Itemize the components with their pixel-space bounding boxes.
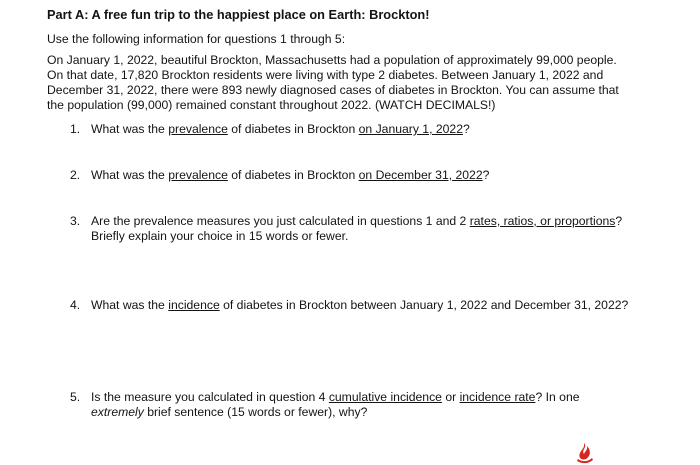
question-3 — [70, 214, 622, 228]
underlined-term: incidence — [168, 298, 220, 312]
question-text: ? — [615, 214, 623, 228]
question-3-line-2: Briefly explain your choice in 15 words or fewer. — [91, 229, 349, 243]
underlined-term: rates, ratios, or proportions — [469, 214, 616, 228]
underlined-term: on December 31, 2022 — [358, 168, 483, 182]
question-text: or — [441, 390, 460, 404]
question-text: of diabetes in Brockton — [227, 168, 359, 182]
paragraph-line-3: December 31, 2022, there were 893 newly diagnosed cases of diabetes in Brockton. You can assume that — [47, 83, 619, 97]
question-text: Are the prevalence measures you just calculated in questions 1 and 2 — [91, 214, 470, 228]
question-text: What was the — [91, 122, 169, 136]
question-1 — [70, 122, 470, 136]
paragraph-line-2: On that date, 17,820 Brockton residents were living with type 2 diabetes. Between January 1, 2022 and — [47, 68, 604, 82]
paragraph-line-4: the population (99,000) remained constant throughout 2022. (WATCH DECIMALS!) — [47, 98, 496, 112]
question-text: ? In one — [535, 390, 580, 404]
question-text: brief sentence (15 words or fewer), why? — [143, 405, 368, 419]
red-flame-logo-icon — [575, 442, 595, 464]
question-number: 4. — [70, 298, 81, 312]
instructions-line: Use the following information for questions 1 through 5: — [47, 32, 346, 46]
question-number: 3. — [70, 214, 81, 228]
question-number: 5. — [70, 390, 81, 404]
underlined-term: on January 1, 2022 — [358, 122, 463, 136]
question-text: What was the — [91, 168, 169, 182]
question-number: 1. — [70, 122, 81, 136]
question-text: ? — [482, 168, 490, 182]
question-4 — [70, 298, 628, 312]
underlined-term: prevalence — [168, 168, 228, 182]
question-2 — [70, 168, 489, 182]
question-text: of diabetes in Brockton — [227, 122, 359, 136]
question-5-line-2 — [91, 405, 367, 419]
part-title: Part A: A free fun trip to the happiest place on Earth: Brockton! — [47, 7, 430, 22]
paragraph-line-1: On January 1, 2022, beautiful Brockton, Massachusetts had a population of approximately 99,000 people. — [47, 53, 617, 67]
underlined-term: prevalence — [168, 122, 228, 136]
question-text: Is the measure you calculated in question 4 — [91, 390, 329, 404]
question-text: What was the — [91, 298, 169, 312]
question-text: of diabetes in Brockton between January 1, 2022 and December 31, 2022? — [219, 298, 629, 312]
question-5 — [70, 390, 580, 404]
emphasized-word: extremely — [91, 405, 144, 419]
underlined-term: cumulative incidence — [328, 390, 442, 404]
question-text: ? — [462, 122, 470, 136]
question-number: 2. — [70, 168, 81, 182]
underlined-term: incidence rate — [459, 390, 536, 404]
